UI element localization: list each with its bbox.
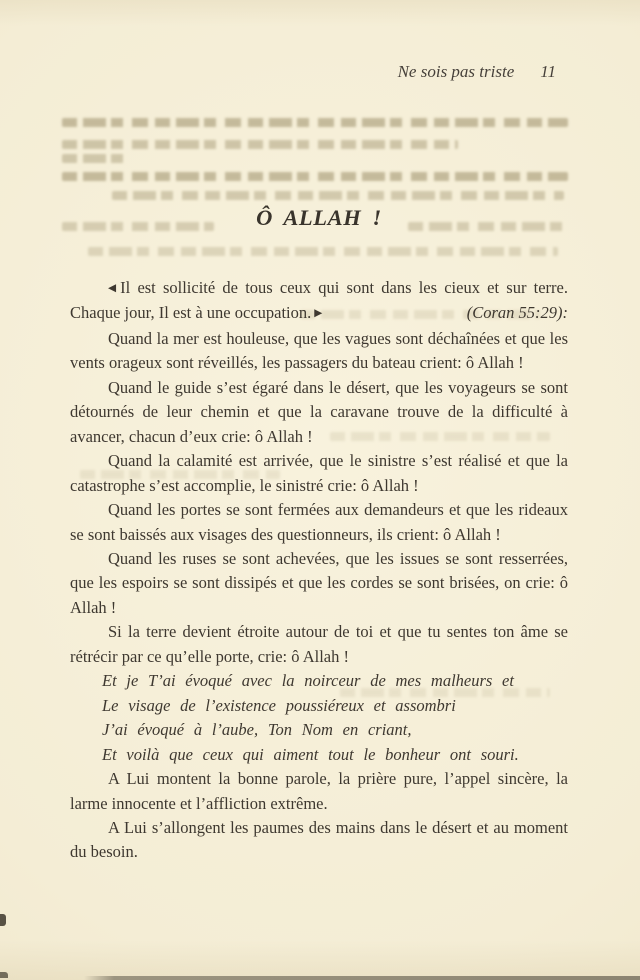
paragraph: A Lui montent la bonne parole, la prière pure, l’appel sincère, la larme innocente et l’affliction extrême. bbox=[70, 769, 568, 813]
bleedthrough-text-ghost bbox=[62, 172, 568, 181]
scan-artifact-speck bbox=[0, 972, 8, 978]
paragraph: Quand la mer est houleuse, que les vagues sont déchaînées et que les vents orageux sont réveillés, les passagers du bateau crient: ô Allah ! bbox=[70, 328, 568, 373]
bleedthrough-text-ghost bbox=[88, 247, 558, 256]
scan-artifact-speck bbox=[0, 914, 6, 926]
paragraph: Quand les ruses se sont achevées, que les issues se sont resserrées, que les espoirs se sont dissipés et que les cordes se sont brisées, on crie: ô Allah ! bbox=[70, 548, 568, 617]
bleedthrough-text-ghost bbox=[62, 154, 126, 163]
poem-line: Le visage de l’existence poussiéreux et assombri bbox=[102, 695, 456, 715]
quran-quote bbox=[70, 276, 568, 327]
paragraph: Quand les portes se sont fermées aux demandeurs et que les rideaux se sont baissés aux visages des questionneurs, ils crient: ô Allah ! bbox=[70, 500, 568, 544]
bleedthrough-text-ghost bbox=[112, 191, 564, 200]
paragraph: Si la terre devient étroite autour de toi et que tu sentes ton âme se rétrécir par ce qu’elle porte, crie: ô Allah ! bbox=[70, 622, 568, 666]
page-header bbox=[70, 62, 568, 82]
poem-line: Et je T’ai évoqué avec la noirceur de mes malheurs et bbox=[102, 671, 514, 691]
page-number: 11 bbox=[540, 62, 556, 81]
quote-close-ornament-icon: ▶ bbox=[314, 308, 323, 320]
running-title: Ne sois pas triste bbox=[397, 62, 515, 81]
paragraph: A Lui s’allongent les paumes des mains dans le désert et au moment du besoin. bbox=[70, 817, 568, 862]
chapter-title: Ô ALLAH ! bbox=[256, 205, 382, 230]
bleedthrough-text-ghost bbox=[62, 118, 568, 127]
quote-open-ornament-icon: ◀ bbox=[108, 283, 120, 294]
poem-line: J’ai évoqué à l’aube, Ton Nom en criant, bbox=[102, 720, 412, 740]
poem-line: Et voilà que ceux qui aiment tout le bonheur ont souri. bbox=[102, 744, 519, 764]
scan-edge-shadow bbox=[84, 976, 640, 980]
quote-citation: (Coran 55:29): bbox=[466, 303, 568, 323]
page-body bbox=[70, 276, 568, 865]
bleedthrough-text-ghost bbox=[62, 140, 458, 149]
poem bbox=[102, 669, 568, 767]
paragraph: Quand le guide s’est égaré dans le désert, que les voyageurs se sont détournés de leur chemin et que la caravane trouve de la difficulté à avancer, chacun d’eux crie: ô Allah ! bbox=[70, 377, 568, 446]
paragraph: Quand la calamité est arrivée, que le sinistre s’est réalisé et que la catastrophe s’est accomplie, le sinistré crie: ô Allah ! bbox=[70, 451, 568, 495]
quote-text: Il est sollicité de tous ceux qui sont dans les cieux et sur terre. Chaque jour, Il est à une occupation. bbox=[70, 278, 568, 323]
